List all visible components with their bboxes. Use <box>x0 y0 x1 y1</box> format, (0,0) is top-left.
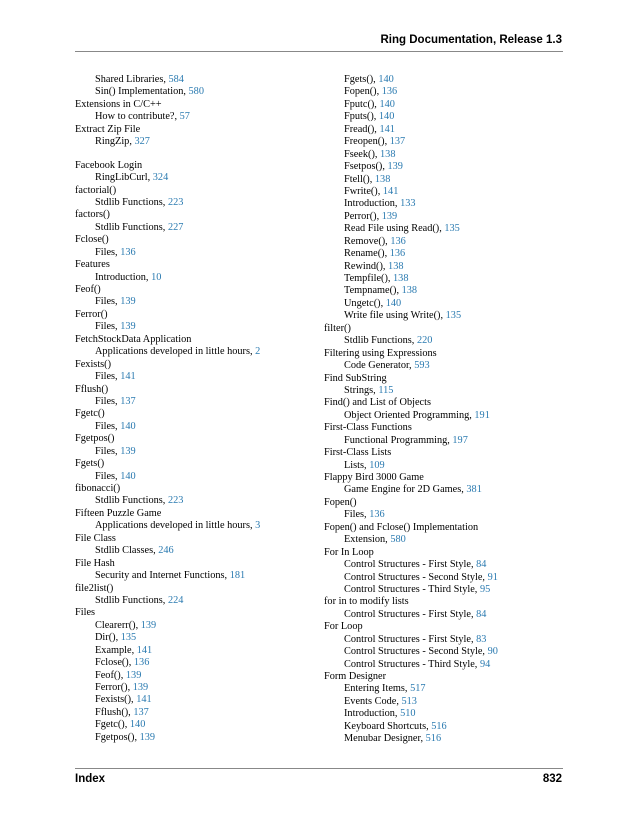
index-entry <box>324 497 569 509</box>
index-entry-text: Files, <box>95 321 121 333</box>
index-entry-text: Applications developed in little hours, <box>95 520 256 532</box>
index-subentry <box>75 719 320 731</box>
index-entry-text: Fsetpos(), <box>344 161 388 173</box>
page-link[interactable]: 3 <box>255 520 261 532</box>
index-entry-text: Object Oriented Programming, <box>344 409 475 421</box>
index-entry-text: Security and Internet Functions, <box>95 570 230 582</box>
page-link[interactable]: 109 <box>369 459 385 471</box>
index-entry <box>324 397 569 409</box>
index-entry-text: Sin() Implementation, <box>95 86 189 98</box>
index-entry <box>324 522 569 534</box>
index-subentry <box>324 99 569 111</box>
page-link[interactable]: 136 <box>389 248 406 260</box>
index-entry-text: Fgetpos(), <box>95 731 140 743</box>
index-entry-text: First-Class Lists <box>324 447 392 459</box>
letter-group-gap <box>75 149 320 160</box>
page-link[interactable]: 135 <box>120 632 137 644</box>
index-entry-text: Files, <box>95 371 121 383</box>
index-subentry <box>75 172 320 184</box>
page-link[interactable]: 140 <box>120 420 136 432</box>
index-entry-text: fibonacci() <box>75 483 121 494</box>
index-subentry <box>324 721 569 733</box>
index-subentry <box>324 708 569 720</box>
index-subentry <box>75 694 320 706</box>
index-entry-text: Tempfile(), <box>344 273 394 284</box>
index-entry-text: Filtering using Expressions <box>324 347 437 359</box>
index-entry-text: Rewind(), <box>344 260 389 272</box>
index-entry-text: Remove(), <box>344 235 391 247</box>
index-subentry <box>75 545 320 557</box>
page-link[interactable]: 139 <box>120 321 136 333</box>
index-entry-text: Fgets(), <box>344 74 379 85</box>
index-entry <box>75 259 320 271</box>
page-link[interactable]: 141 <box>136 644 153 656</box>
index-entry-text: RingLibCurl, <box>95 172 153 184</box>
index-subentry <box>75 620 320 632</box>
index-subentry <box>324 683 569 695</box>
index-subentry <box>324 310 569 322</box>
index-entry-text: Stdlib Functions, <box>95 196 168 208</box>
index-entry-text: Fgetc(), <box>95 719 130 731</box>
index-entry-text: Read File using Read(), <box>344 223 445 235</box>
index-entry-text: Events Code, <box>344 695 402 707</box>
page-link[interactable]: 136 <box>133 657 150 669</box>
index-entry-text: Ferror() <box>75 308 108 320</box>
index-entry-text: Perror(), <box>344 210 382 222</box>
index-entry-text: Fclose() <box>75 234 109 246</box>
page-link[interactable]: 513 <box>401 695 417 707</box>
index-entry-text: Extension, <box>344 534 391 546</box>
index-entry <box>75 234 320 246</box>
page-link[interactable]: 224 <box>167 594 184 606</box>
index-entry-text: Ungetc(), <box>344 297 386 309</box>
index-entry <box>75 483 320 495</box>
index-subentry <box>324 261 569 273</box>
page-link[interactable]: 138 <box>401 285 418 297</box>
index-entry-text: Facebook Login <box>75 159 143 171</box>
index-subentry <box>75 495 320 507</box>
index-entry-text: Control Structures - First Style, <box>344 608 477 620</box>
index-entry-text: Fexists(), <box>95 694 137 706</box>
index-entry <box>324 621 569 633</box>
page-link[interactable]: 246 <box>158 545 174 557</box>
index-entry-text: Control Structures - Third Style, <box>344 583 480 595</box>
index-entry-text: Keyboard Shortcuts, <box>344 720 432 732</box>
index-subentry <box>324 385 569 397</box>
page-link[interactable]: 136 <box>390 235 406 247</box>
index-entry-text: for in to modify lists <box>324 596 409 608</box>
index-entry <box>75 533 320 545</box>
index-subentry <box>75 670 320 682</box>
index-subentry <box>324 460 569 472</box>
index-subentry <box>324 86 569 98</box>
index-entry-text: Control Structures - First Style, <box>344 559 477 571</box>
page-link[interactable]: 10 <box>151 271 162 283</box>
index-entry-text: Extensions in C/C++ <box>75 98 162 110</box>
index-entry-text: file2list() <box>75 582 114 594</box>
page-link[interactable]: 136 <box>381 86 398 98</box>
index-entry-text: Ftell(), <box>344 173 375 185</box>
index-subentry <box>324 733 569 745</box>
page-link[interactable]: 91 <box>487 571 498 583</box>
index-subentry <box>75 74 320 86</box>
index-entry-text: File Class <box>75 532 116 544</box>
index-entry-text: Fputs(), <box>344 111 379 123</box>
index-subentry <box>324 659 569 671</box>
index-entry-text: Files, <box>95 395 121 407</box>
page-link[interactable]: 2 <box>255 346 261 358</box>
page-link[interactable]: 140 <box>378 111 395 123</box>
index-entry-text: Files, <box>95 445 121 457</box>
index-entry-text: Flappy Bird 3000 Game <box>324 472 424 483</box>
index-subentry <box>75 632 320 644</box>
index-entry-text: filter() <box>324 322 351 334</box>
index-subentry <box>324 696 569 708</box>
index-subentry <box>324 360 569 372</box>
index-entry-text: factorial() <box>75 184 117 196</box>
index-entry-text: Fgetpos() <box>75 433 115 445</box>
page-link[interactable]: 141 <box>382 185 399 197</box>
index-entry-text: Freopen(), <box>344 136 390 148</box>
index-subentry <box>324 484 569 496</box>
page-link[interactable]: 580 <box>188 86 204 98</box>
page-link[interactable]: 139 <box>132 682 149 693</box>
index-entry-text: Example, <box>95 644 137 656</box>
index-entry-text: Fopen() <box>324 496 357 508</box>
page-link[interactable]: 516 <box>425 733 442 745</box>
index-entry-text: Files, <box>95 296 121 308</box>
index-subentry <box>324 149 569 161</box>
index-entry-text: Files, <box>344 509 370 521</box>
index-entry-text: Write file using Write(), <box>344 310 446 322</box>
page-link[interactable]: 84 <box>476 559 487 571</box>
page-link[interactable]: 137 <box>120 395 136 407</box>
index-entry <box>75 558 320 570</box>
index-subentry <box>324 273 569 285</box>
page-link[interactable]: 191 <box>474 409 490 421</box>
footer-divider <box>75 768 563 769</box>
index-subentry <box>75 645 320 657</box>
page-link[interactable]: 138 <box>374 173 391 185</box>
index-entry-text: Fgets() <box>75 458 105 470</box>
index-subentry <box>324 248 569 260</box>
page-link[interactable]: 137 <box>133 706 149 718</box>
page-link[interactable]: 139 <box>120 296 136 308</box>
page-link[interactable]: 327 <box>134 136 150 148</box>
index-subentry <box>324 236 569 248</box>
index-entry-text: factors() <box>75 209 110 221</box>
page-link[interactable]: 137 <box>389 136 406 148</box>
index-entry-text: Fputc(), <box>344 98 380 110</box>
index-entry-text: Files <box>75 607 96 619</box>
page-link[interactable]: 83 <box>476 633 487 645</box>
index-entry-text: Ferror(), <box>95 682 133 693</box>
index-entry-text: Rename(), <box>344 248 390 260</box>
index-entry <box>324 596 569 608</box>
index-subentry <box>324 609 569 621</box>
index-subentry <box>75 396 320 408</box>
index-entry-text: Fwrite(), <box>344 185 383 197</box>
index-entry-text: Control Structures - Second Style, <box>344 571 488 583</box>
index-entry-text: Find() and List of Objects <box>324 397 431 409</box>
index-entry-text: Introduction, <box>344 198 401 210</box>
index-entry-text: For Loop <box>324 621 363 633</box>
index-subentry <box>75 272 320 284</box>
index-subentry <box>75 657 320 669</box>
index-entry <box>324 422 569 434</box>
page-link[interactable]: 324 <box>152 172 169 184</box>
index-entry-text: Game Engine for 2D Games, <box>344 484 467 496</box>
index-entry-text: Files, <box>95 470 121 482</box>
page-link[interactable]: 135 <box>444 223 460 235</box>
index-entry <box>75 607 320 619</box>
index-subentry <box>75 371 320 383</box>
page-link[interactable]: 223 <box>167 196 184 208</box>
index-subentry <box>75 471 320 483</box>
index-entry-text: Fclose(), <box>95 657 134 669</box>
index-entry <box>75 309 320 321</box>
page-link[interactable]: 95 <box>479 583 491 595</box>
index-subentry <box>324 298 569 310</box>
index-entry-text: Code Generator, <box>344 360 415 372</box>
index-entry-text: Stdlib Functions, <box>95 221 168 233</box>
index-subentry <box>75 222 320 234</box>
page-link[interactable]: 90 <box>487 646 498 658</box>
index-subentry <box>324 74 569 86</box>
page-link[interactable]: 136 <box>369 509 385 521</box>
index-subentry <box>75 296 320 308</box>
index-subentry <box>324 584 569 596</box>
running-header: Ring Documentation, Release 1.3 <box>380 34 562 46</box>
index-entry <box>75 458 320 470</box>
index-entry <box>75 384 320 396</box>
index-entry-text: Dir(), <box>95 632 121 644</box>
index-entry-text: Control Structures - Third Style, <box>344 658 480 670</box>
index-entry-text: Extract Zip File <box>75 123 141 135</box>
index-subentry <box>75 111 320 123</box>
index-entry <box>324 547 569 559</box>
index-column-left <box>75 74 320 744</box>
page-link[interactable]: 223 <box>167 495 184 507</box>
page-link[interactable]: 584 <box>168 74 184 85</box>
index-subentry <box>324 124 569 136</box>
index-entry-text: Fopen(), <box>344 86 382 98</box>
index-entry-text: File Hash <box>75 557 115 569</box>
index-entry-text: Stdlib Classes, <box>95 545 159 557</box>
index-subentry <box>324 174 569 186</box>
index-subentry <box>324 634 569 646</box>
index-entry-text: First-Class Functions <box>324 422 412 434</box>
index-subentry <box>324 136 569 148</box>
index-subentry <box>75 86 320 98</box>
index-subentry <box>324 211 569 223</box>
index-entry <box>75 334 320 346</box>
index-subentry <box>75 421 320 433</box>
index-entry-text: Applications developed in little hours, <box>95 346 256 358</box>
index-column-right <box>324 74 569 746</box>
page-link[interactable]: 139 <box>387 161 403 173</box>
page-link[interactable]: 139 <box>125 669 142 681</box>
page-link[interactable]: 138 <box>388 260 404 272</box>
index-entry-text: Introduction, <box>95 271 152 283</box>
index-subentry <box>324 161 569 173</box>
index-entry-text: Fifteen Puzzle Game <box>75 507 162 519</box>
index-entry-text: Tempname(), <box>344 285 402 297</box>
page-link[interactable]: 141 <box>136 694 152 706</box>
index-subentry <box>324 646 569 658</box>
page-link[interactable]: 139 <box>120 445 136 457</box>
index-subentry <box>75 570 320 582</box>
index-subentry <box>75 682 320 694</box>
index-entry-text: Functional Programming, <box>344 434 453 446</box>
index-entry <box>75 359 320 371</box>
index-subentry <box>324 559 569 571</box>
index-entry-text: Menubar Designer, <box>344 733 426 745</box>
index-subentry <box>75 520 320 532</box>
index-entry-text: Stdlib Functions, <box>95 594 168 606</box>
index-entry-text: Control Structures - Second Style, <box>344 646 488 658</box>
index-entry <box>75 583 320 595</box>
page-link[interactable]: 140 <box>129 719 146 731</box>
index-subentry <box>324 435 569 447</box>
page-link[interactable]: 139 <box>381 210 398 222</box>
page-link[interactable]: 57 <box>179 111 190 123</box>
index-subentry <box>75 732 320 744</box>
index-entry-text: Control Structures - First Style, <box>344 633 477 645</box>
index-subentry <box>324 223 569 235</box>
index-entry <box>324 323 569 335</box>
index-subentry <box>324 285 569 297</box>
index-subentry <box>75 446 320 458</box>
index-entry-text: Strings, <box>344 384 379 396</box>
index-entry-text: Lists, <box>344 459 370 471</box>
page-link[interactable]: 139 <box>140 619 157 631</box>
index-subentry <box>324 111 569 123</box>
index-subentry <box>75 595 320 607</box>
index-subentry <box>324 509 569 521</box>
page-link[interactable]: 227 <box>167 221 184 233</box>
index-subentry <box>324 572 569 584</box>
index-subentry <box>75 346 320 358</box>
page-link[interactable]: 140 <box>385 297 402 309</box>
page-link[interactable]: 115 <box>378 384 394 396</box>
index-entry-text: Fgetc() <box>75 408 105 420</box>
page-link[interactable]: 510 <box>400 708 416 720</box>
page-link[interactable]: 136 <box>120 246 136 258</box>
page-link[interactable]: 516 <box>431 720 447 732</box>
index-entry-text: RingZip, <box>95 136 135 148</box>
index-subentry <box>75 136 320 148</box>
index-entry-text: Features <box>75 259 110 271</box>
index-entry-text: Feof() <box>75 284 101 295</box>
page-link[interactable]: 593 <box>414 360 430 372</box>
index-entry <box>75 508 320 520</box>
index-subentry <box>75 707 320 719</box>
index-entry-text: How to contribute?, <box>95 111 180 123</box>
index-entry <box>75 209 320 221</box>
page-link[interactable]: 140 <box>120 470 136 482</box>
index-entry <box>324 373 569 385</box>
index-subentry <box>324 534 569 546</box>
page-link[interactable]: 138 <box>393 273 409 284</box>
index-entry-text: Clearerr(), <box>95 619 141 631</box>
index-entry <box>75 99 320 111</box>
page-link[interactable]: 140 <box>378 74 394 85</box>
page-link[interactable]: 140 <box>379 98 395 110</box>
index-entry-text: Form Designer <box>324 671 387 682</box>
index-entry-text: Files, <box>95 420 121 432</box>
index-entry-text: Fexists() <box>75 358 112 370</box>
page-link[interactable]: 139 <box>139 731 156 743</box>
footer-section-label: Index <box>75 773 106 785</box>
index-entry-text: Files, <box>95 246 121 258</box>
index-entry <box>75 124 320 136</box>
index-entry <box>75 185 320 197</box>
index-subentry <box>75 197 320 209</box>
index-subentry <box>324 186 569 198</box>
index-entry <box>324 348 569 360</box>
index-entry <box>75 433 320 445</box>
index-entry <box>324 447 569 459</box>
index-entry <box>324 472 569 484</box>
index-entry-text: Stdlib Functions, <box>95 495 168 507</box>
footer-page-number: 832 <box>542 773 562 785</box>
index-entry-text: Fflush(), <box>95 706 134 718</box>
page-link[interactable]: 197 <box>452 434 468 446</box>
index-entry-text: Shared Libraries, <box>95 74 169 85</box>
index-entry-text: Fseek(), <box>344 148 381 160</box>
page-link[interactable]: 138 <box>380 148 396 160</box>
page-link[interactable]: 181 <box>229 570 246 582</box>
index-entry-text: FetchStockData Application <box>75 333 192 345</box>
page-link[interactable]: 220 <box>416 335 433 347</box>
index-entry-text: Fread(), <box>344 123 380 135</box>
index-entry <box>75 284 320 296</box>
page-link[interactable]: 141 <box>379 123 395 135</box>
page-link[interactable]: 135 <box>445 310 462 322</box>
index-entry <box>324 671 569 683</box>
page-link[interactable]: 381 <box>466 484 482 496</box>
index-entry-text: Stdlib Functions, <box>344 335 417 347</box>
index-subentry <box>324 335 569 347</box>
index-entry-text: Find SubString <box>324 372 387 384</box>
index-subentry <box>75 247 320 259</box>
page-link[interactable]: 141 <box>120 371 136 383</box>
index-entry <box>75 408 320 420</box>
page-link[interactable]: 94 <box>479 658 491 670</box>
index-entry-text: Fopen() and Fclose() Implementation <box>324 521 479 533</box>
header-divider <box>75 51 563 52</box>
index-entry-text: Feof(), <box>95 669 126 681</box>
page-link[interactable]: 517 <box>410 683 426 695</box>
index-entry-text: Entering Items, <box>344 683 411 695</box>
index-subentry <box>324 198 569 210</box>
index-entry-text: Fflush() <box>75 383 109 395</box>
page-link[interactable]: 133 <box>400 198 416 210</box>
page-link[interactable]: 580 <box>390 534 406 546</box>
index-entry-text: For In Loop <box>324 546 374 558</box>
index-entry-text: Introduction, <box>344 708 401 720</box>
page-link[interactable]: 84 <box>476 608 487 620</box>
index-entry <box>75 160 320 172</box>
index-subentry <box>75 321 320 333</box>
index-subentry <box>324 410 569 422</box>
